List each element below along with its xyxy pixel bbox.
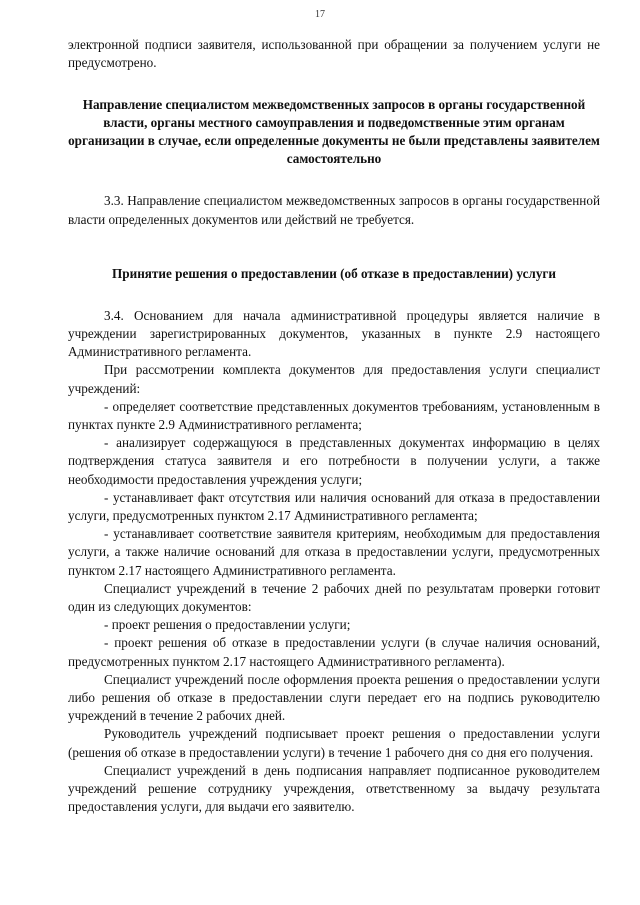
section-heading-interagency-requests: Направление специалистом межведомственных запросов в органы государственной власти, органы местного самоуправления и подведомственные этим органам организации в случае, если определенные документы не были представлены заявителем самостоятельно	[68, 97, 600, 167]
list-item-draft-approval: - проект решения о предоставлении услуги;	[104, 617, 351, 633]
paragraph-forwarding: Специалист учреждений в день подписания направляет подписанное руководителем учреждений решение сотруднику учреждения, ответственному за выдачу результата предоставления услуги, для выдачи его заявителю.	[68, 762, 600, 815]
list-item-draft-refusal: - проект решения об отказе в предоставлении услуги (в случае наличия оснований, предусмотренных пунктом 2.17 настоящего Административного регламента).	[68, 635, 600, 669]
paragraph-continuation: электронной подписи заявителя, использованной при обращении за получением услуги не предусмотрено.	[68, 37, 600, 71]
paragraph-submission: Специалист учреждений после оформления проекта решения о предоставлении услуги либо решения об отказе в предоставлении слуги передает его на подпись руководителю учреждений в течение 2 рабочих дней.	[68, 671, 600, 724]
list-item-compliance: - определяет соответствие представленных документов требованиям, установленным в пунктах пункте 2.9 Административного регламента;	[68, 398, 600, 433]
paragraph-3-3: 3.3. Направление специалистом межведомственных запросов в органы государственной власти определенных документов или действий не требуется.	[68, 193, 600, 227]
paragraph-prepares-documents: Специалист учреждений в течение 2 рабочих дней по результатам проверки готовит один из следующих документов:	[68, 580, 600, 615]
list-item-grounds: - устанавливает факт отсутствия или наличия оснований для отказа в предоставлении услуги, предусмотренных пунктом 2.17 Административного регламента;	[68, 489, 600, 524]
page-number: 17	[315, 9, 325, 20]
section-heading-decision: Принятие решения о предоставлении (об отказе в предоставлении) услуги	[112, 265, 556, 281]
paragraph-signing: Руководитель учреждений подписывает проект решения о предоставлении услуги (решения об отказе в предоставлении услуги) в течение 1 рабочего дня со дня его получения.	[68, 726, 600, 760]
paragraph-review-intro: При рассмотрении комплекта документов для предоставления услуги специалист учреждений:	[68, 362, 600, 396]
document-body	[68, 36, 600, 817]
list-item-criteria: - устанавливает соответствие заявителя критериям, необходимым для предоставления услуги, а также наличие оснований для отказа в предоставлении услуги, предусмотренных пунктом 2.17 настоящего Административного регламента.	[68, 526, 600, 578]
paragraph-3-4: 3.4. Основанием для начала административной процедуры является наличие в учреждении зарегистрированных документов, указанных в пункте 2.9 настоящего Административного регламента.	[68, 307, 600, 360]
list-item-analysis: - анализирует содержащуюся в представленных документах информацию в целях подтверждения статуса заявителя и его потребности в получении услуги, а также необходимости предоставления учреждения услуги;	[68, 435, 600, 487]
